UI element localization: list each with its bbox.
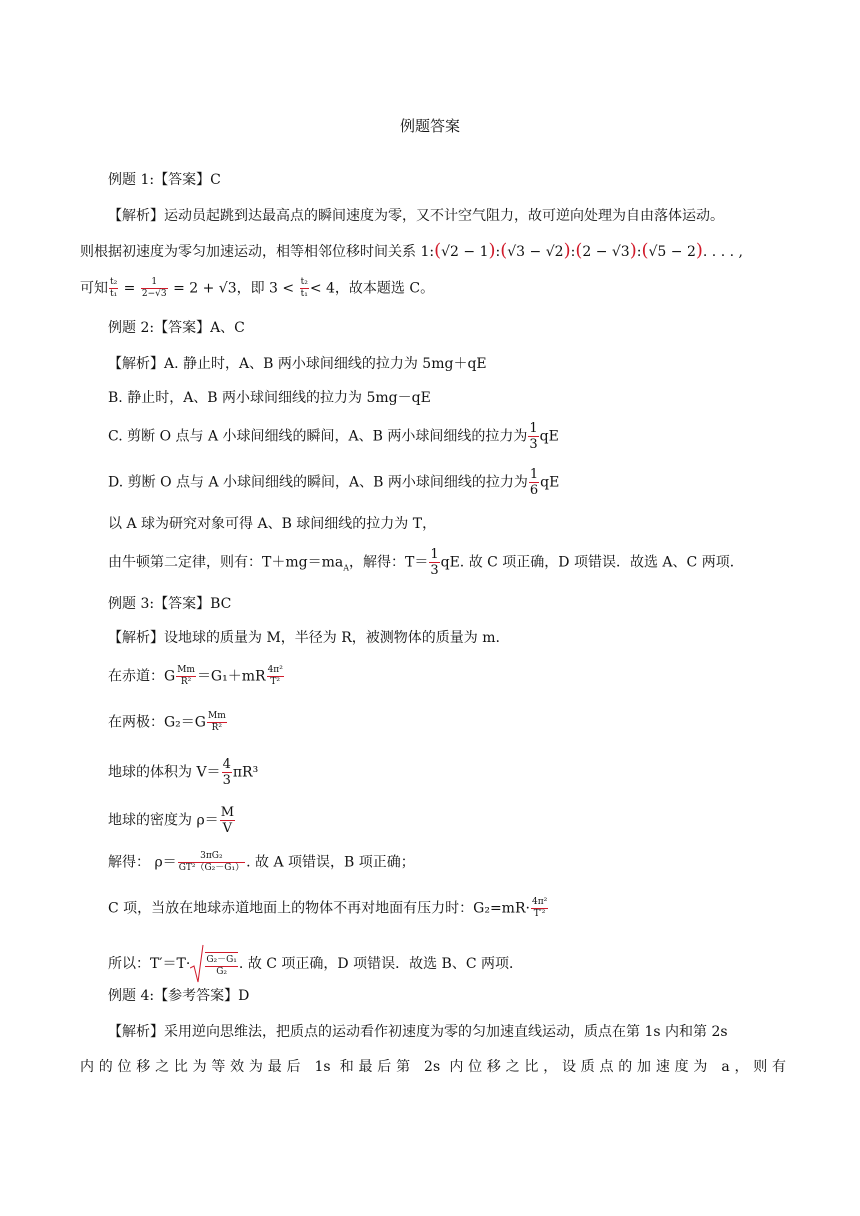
ex2-analysis-e: 以 A 球为研究对象可得 A、B 球间细线的拉力为 T， — [108, 516, 437, 532]
ex3-analysis-intro: 【解析】设地球的质量为 M，半径为 R，被测物体的质量为 m. — [108, 630, 500, 646]
ex1-term-2: √3 − √2 — [507, 244, 564, 260]
ex3-pole-equation: 在两极：G₂＝G $\frac{Mm}{\text{R²}}$ — [108, 711, 226, 733]
ex3-conclusion: 所以：T′＝T· $\frac{\text{G₂－G₁}}{\text{G₂}}$ . 故 C 项正确，D 项错误．故选 B、C 两项． — [108, 944, 523, 984]
sqrt-sign-icon — [190, 944, 204, 984]
ex1-term-3: 2 − √3 — [582, 244, 630, 260]
ex3-solution-equation: 解得： ρ＝ $\frac{\text{3πG₂}}{\text{GT²（G₂－G₁）}}$ . 故 A 项错误，B 项正确； — [108, 851, 415, 873]
ex1-ratio-fraction: $\frac{\text{t₂}}{\text{t₁}}$ — [110, 277, 118, 299]
ex1-term-4: √5 − 2 — [648, 244, 696, 260]
ex3-equator-equation: 在赤道：G $\frac{Mm}{\text{R²}}$ ＝G₁＋mR $\frac{\text{4π²}}{\text{T²}}$ — [108, 665, 283, 687]
ex2-option-b: B. 静止时，A、B 两小球间细线的拉力为 5mg－qE — [108, 390, 431, 406]
ex1-analysis-line1: 【解析】运动员起跳到达最高点的瞬间速度为零，又不计空气阻力，故可逆向处理为自由落体运动。 — [108, 208, 724, 224]
ex2-f-fraction: $\frac{1}{3}$ — [430, 547, 439, 578]
ex4-heading: 例题 4:【参考答案】D — [108, 988, 250, 1004]
ex2-c-fraction: $\frac{1}{3}$ — [529, 421, 538, 452]
ex4-analysis-line1: 【解析】采用逆向思维法，把质点的运动看作初速度为零的匀加速直线运动，质点在第 1s 内和第 2s — [108, 1024, 728, 1040]
ex2-heading: 例题 2:【答案】A、C — [108, 320, 245, 336]
page-title: 例题答案 — [399, 117, 460, 135]
ex2-analysis-f: 由牛顿第二定律，则有：$T+mg=ma_A$，解得：T＝ $\frac{1}{3}$ qE. 故 C 项正确，D 项错误．故选 A、C 两项． — [108, 547, 744, 578]
ex1-term-1: √2 − 1 — [441, 244, 489, 260]
ex1-analysis-line2: 则根据初速度为零匀加速运动，相等相邻位移时间关系 1:(√2 − 1):(√3 − √2):(2 − √3):(√5 − 2). . . . , — [80, 240, 743, 261]
ex3-option-c-equation: C 项，当放在地球赤道地面上的物体不再对地面有压力时：G₂=mR· $\frac{\text{4π²}}{\text{T′²}}$ — [108, 897, 548, 919]
ex2-option-a: 【解析】A. 静止时，A、B 两小球间细线的拉力为 5mg＋qE — [108, 356, 487, 372]
ex2-option-c: C. 剪断 O 点与 A 小球间细线的瞬间，A、B 两小球间细线的拉力为 $\frac{1}{3}$ qE — [108, 421, 559, 452]
ex3-density-equation: 地球的密度为 ρ＝ $\frac{M}{V}$ — [108, 805, 234, 836]
ex4-analysis-line2: 内的位移之比为等效为最后 1s 和最后第 2s 内位移之比，设质点的加速度为 a，则有 — [80, 1059, 786, 1075]
ex3-heading: 例题 3:【答案】BC — [108, 596, 232, 612]
ex2-option-d: D. 剪断 O 点与 A 小球间细线的瞬间，A、B 两小球间细线的拉力为 $\frac{1}{6}$ qE — [108, 467, 560, 498]
ex1-one-over-fraction: $\frac{1}{2-√3}$ — [141, 277, 167, 299]
ex1-analysis-line3: 可知 $\frac{\text{t₂}}{\text{t₁}}$ = $\frac{1}{2-√3}$ = 2 + √3，即 3 < $\frac{\text{t₂}}{\text{t₁}}$ < 4，故本题选 C。 — [80, 277, 435, 299]
ex3-volume-equation: 地球的体积为 V＝ $\frac{4}{3}$ πR³ — [108, 757, 259, 788]
ex1-heading: 例题 1:【答案】C — [108, 172, 221, 188]
ex2-d-fraction: $\frac{1}{6}$ — [529, 467, 539, 498]
ex1-ratio-fraction-2: $\frac{\text{t₂}}{\text{t₁}}$ — [300, 277, 308, 299]
